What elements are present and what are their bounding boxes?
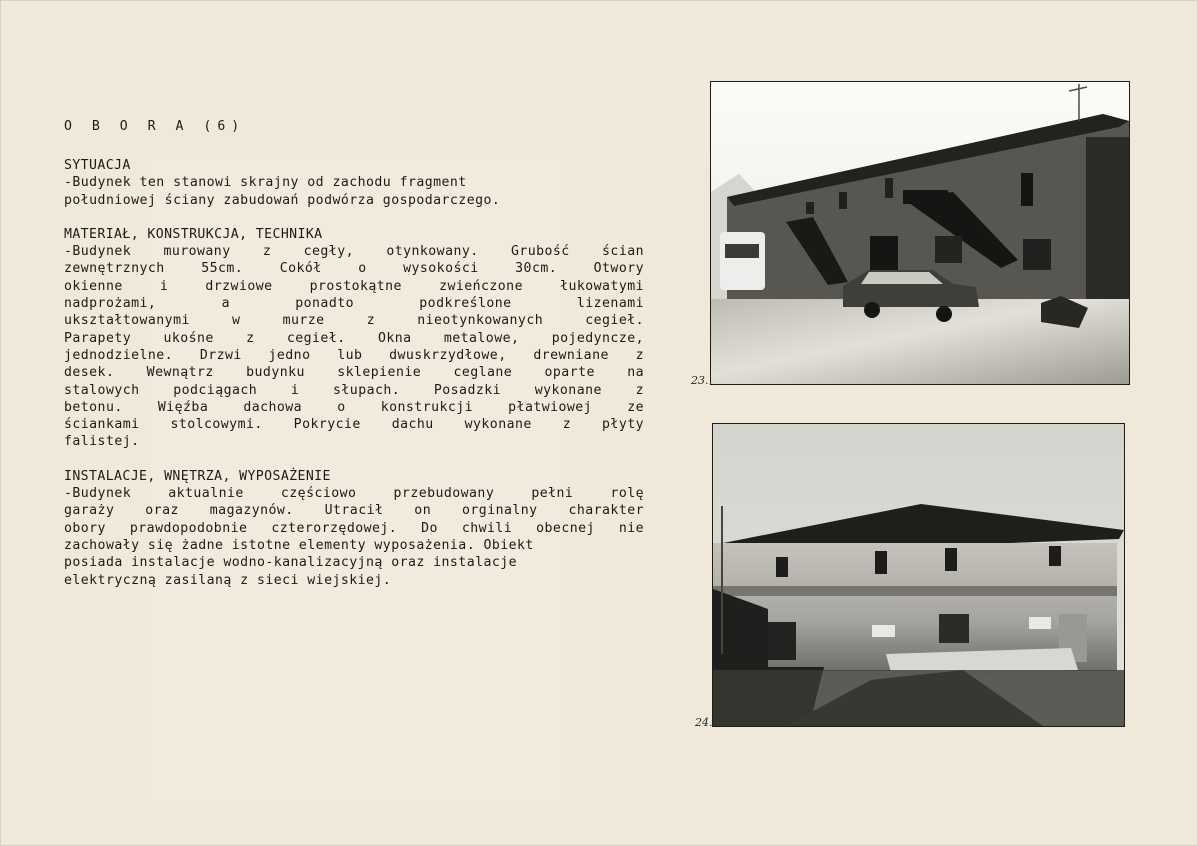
material-line-3: okienne i drzwiowe prostokątne zwieńczone łukowatymi <box>64 278 644 294</box>
installations-line-2: garaży oraz magazynów. Utracił on orginalny charakter <box>64 503 644 519</box>
material-line-4: nadprożami, a ponadto podkreślone lizenami <box>64 296 644 312</box>
lower-arched-window <box>939 614 969 643</box>
facade-window-2 <box>875 551 887 574</box>
section-material-construction <box>64 226 646 451</box>
upper-landing <box>903 190 948 204</box>
photo-23-farm-building-with-car <box>711 82 1129 384</box>
section-heading-installations-interiors: INSTALACJE, WNĘTRZA, WYPOSAŻENIE <box>64 468 331 484</box>
installations-line-3: obory prawdopodobnie czterorzędowej. Do chwili obecnej nie <box>64 520 644 536</box>
facade-window-3 <box>945 548 957 571</box>
upper-window-2 <box>839 192 847 209</box>
photo-barn-facade-icon <box>713 424 1124 726</box>
white-van <box>720 232 765 290</box>
section-heading-location: SYTUACJA <box>64 158 131 173</box>
lower-small-window <box>872 625 895 637</box>
material-line-7: jednodzielne. Drzwi jedno lub dwuskrzydłowe, drewniane z <box>64 347 644 363</box>
material-line-6: Parapety ukośne z cegieł. Okna metalowe, pojedyncze, <box>64 330 644 346</box>
section-heading-material-construction: MATERIAŁ, KONSTRUKCJA, TECHNIKA <box>64 226 323 242</box>
photo-number-24: 24. <box>695 716 713 729</box>
facade-door-left <box>768 622 796 660</box>
material-line-12: falistej. <box>64 434 140 450</box>
right-brick-corner <box>1086 137 1129 326</box>
photo-number-23: 23. <box>691 374 709 387</box>
photo-farm-building-with-car-icon <box>711 82 1129 384</box>
van-window <box>725 244 759 258</box>
material-line-9: stalowych podciągach i słupach. Posadzki wykonane z <box>64 382 644 398</box>
facade-cornice-band <box>713 586 1117 596</box>
material-line-5: ukształtowanymi w murze z nieotynkowanych cegieł. <box>64 313 644 329</box>
arched-window-1 <box>935 236 962 263</box>
material-line-1: -Budynek murowany z cegły, otynkowany. Grubość ścian <box>64 244 644 260</box>
installations-line-4: zachowały się żadne istotne elementy wyposażenia. Obiekt <box>64 537 534 553</box>
document-title: O B O R A (6) <box>64 119 246 134</box>
car-front-wheel <box>864 302 880 318</box>
location-line-1: -Budynek ten stanowi skrajny od zachodu fragment <box>64 175 467 191</box>
section-installations-interiors <box>64 468 646 589</box>
facade-window-1 <box>776 557 788 577</box>
upper-window-3 <box>885 178 893 198</box>
material-line-11: ściankami stolcowymi. Pokrycie dachu wykonane z płyty <box>64 417 644 433</box>
material-line-8: desek. Wewnątrz budynku sklepienie ceglane oparte na <box>64 365 644 381</box>
upper-window-4 <box>1021 173 1033 206</box>
upper-window-1 <box>806 202 814 214</box>
installations-line-5: posiada instalacje wodno-kanalizacyjną oraz instalacje <box>64 555 518 571</box>
section-location <box>64 157 646 209</box>
car-rear-wheel <box>936 306 952 322</box>
parked-car-windows <box>861 272 943 284</box>
location-line-2: południowej ściany zabudowań podwórza gospodarczego. <box>64 192 501 208</box>
facade-window-4 <box>1049 546 1061 566</box>
installations-line-6: elektryczną zasilaną z sieci wiejskiej. <box>64 572 392 588</box>
lower-right-window <box>1029 617 1051 629</box>
document-text-column <box>64 118 646 606</box>
material-line-2: zewnętrznych 55cm. Cokół o wysokości 30cm. Otwory <box>64 261 644 277</box>
arched-window-2 <box>1023 239 1051 270</box>
installations-line-1: -Budynek aktualnie częściowo przebudowany pełni rolę <box>64 486 644 502</box>
material-line-10: betonu. Więźba dachowa o konstrukcji płatwiowej ze <box>64 399 644 415</box>
photo-24-barn-facade <box>713 424 1124 726</box>
foreground-yard <box>713 670 1124 726</box>
